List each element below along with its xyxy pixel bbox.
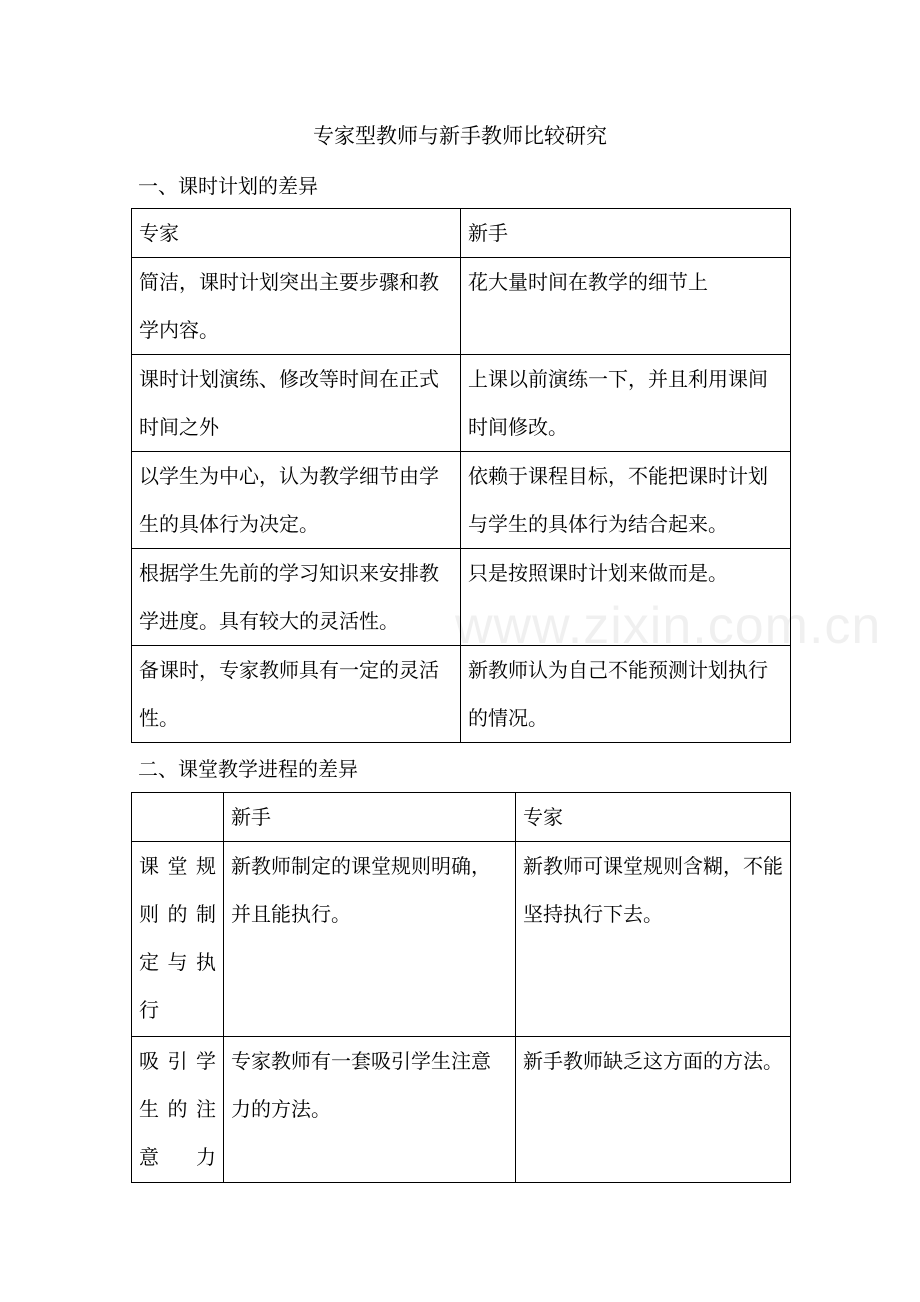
expert-cell: 备课时，专家教师具有一定的灵活性。 bbox=[132, 646, 461, 743]
table-row bbox=[132, 355, 791, 452]
section-heading-lesson-plan: 一、课时计划的差异 bbox=[138, 174, 318, 198]
header-cell-novice: 新手 bbox=[224, 793, 516, 842]
header-cell-novice: 新手 bbox=[461, 209, 791, 258]
table-row bbox=[132, 842, 791, 1037]
novice-cell: 新教师认为自己不能预测计划执行的情况。 bbox=[461, 646, 791, 743]
table-header-row bbox=[132, 209, 791, 258]
aspect-cell: 课堂规则的制定与执行 bbox=[132, 842, 224, 1037]
expert-cell: 新教师可课堂规则含糊，不能坚持执行下去。 bbox=[516, 842, 791, 1037]
header-cell-aspect bbox=[132, 793, 224, 842]
novice-cell: 依赖于课程目标，不能把课时计划与学生的具体行为结合起来。 bbox=[461, 452, 791, 549]
table-row bbox=[132, 1037, 791, 1183]
watermark: www.zixin.com.cn bbox=[455, 597, 882, 655]
table-row bbox=[132, 452, 791, 549]
table-row bbox=[132, 646, 791, 743]
table-row bbox=[132, 258, 791, 355]
page-title: 专家型教师与新手教师比较研究 bbox=[313, 124, 607, 148]
section-heading-classroom-process: 二、课堂教学进程的差异 bbox=[138, 757, 358, 781]
novice-cell: 专家教师有一套吸引学生注意力的方法。 bbox=[224, 1037, 516, 1183]
expert-cell: 根据学生先前的学习知识来安排教学进度。具有较大的灵活性。 bbox=[132, 549, 461, 646]
novice-cell: 花大量时间在教学的细节上 bbox=[461, 258, 791, 355]
novice-cell: 只是按照课时计划来做而是。 bbox=[461, 549, 791, 646]
novice-cell: 新教师制定的课堂规则明确，并且能执行。 bbox=[224, 842, 516, 1037]
novice-cell: 上课以前演练一下，并且利用课间时间修改。 bbox=[461, 355, 791, 452]
expert-cell: 简洁，课时计划突出主要步骤和教学内容。 bbox=[132, 258, 461, 355]
header-cell-expert: 专家 bbox=[132, 209, 461, 258]
expert-cell: 新手教师缺乏这方面的方法。 bbox=[516, 1037, 791, 1183]
classroom-process-comparison-table bbox=[131, 792, 791, 1183]
lesson-plan-comparison-table bbox=[131, 208, 791, 743]
header-cell-expert: 专家 bbox=[516, 793, 791, 842]
aspect-cell: 吸引学生的注意力 bbox=[132, 1037, 224, 1183]
expert-cell: 课时计划演练、修改等时间在正式时间之外 bbox=[132, 355, 461, 452]
expert-cell: 以学生为中心，认为教学细节由学生的具体行为决定。 bbox=[132, 452, 461, 549]
table-header-row bbox=[132, 793, 791, 842]
